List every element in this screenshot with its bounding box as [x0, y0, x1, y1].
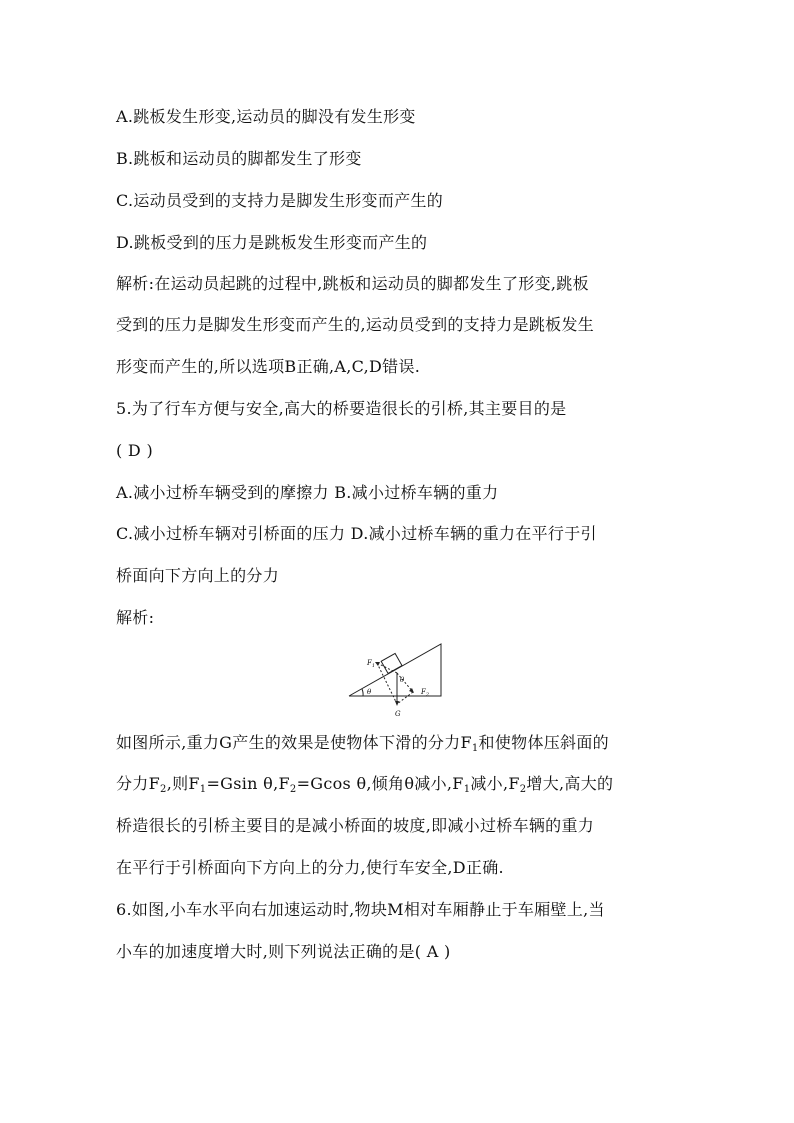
- q5-options-cd: C.减小过桥车辆对引桥面的压力 D.减小过桥车辆的重力在平行于引: [116, 524, 597, 543]
- block-angle-label: θ: [400, 676, 405, 684]
- q5-option-d-cont: 桥面向下方向上的分力: [116, 566, 280, 585]
- q5-analysis-label: 解析:: [116, 608, 155, 627]
- gravity-arrowhead: [395, 701, 399, 706]
- explanation-line-2: 分力$F_2$,则$F_1=Gsin$ $\theta,F_2=Gcos$ θ,倾角θ减小$,F_1$减小$,F_2$增大,高大的: [116, 774, 614, 795]
- question-5-stem: 5.为了行车方便与安全,高大的桥要造很长的引桥,其主要目的是: [116, 399, 567, 418]
- option-b-line: B.跳板和运动员的脚都发生了形变: [116, 149, 362, 168]
- explanation-line-4: 在平行于引桥面向下方向上的分力,使行车安全,D正确.: [116, 858, 504, 877]
- f1-label: $F_1$: [367, 659, 376, 669]
- incline-force-diagram: [345, 640, 445, 720]
- option-c-line: C.运动员受到的支持力是脚发生形变而产生的: [116, 191, 444, 210]
- question-5-answer: ( D ): [116, 441, 153, 460]
- explanation-line-1: 如图所示,重力G产生的效果是使物体下滑的分力$F_1$和使物体压斜面的: [116, 733, 609, 754]
- analysis-line-2: 受到的压力是脚发生形变而产生的,运动员受到的支持力是跳板发生: [116, 315, 595, 334]
- gravity-label: G: [395, 710, 401, 718]
- option-a-line: A.跳板发生形变,运动员的脚没有发生形变: [116, 107, 416, 126]
- f2-label: $F_2$: [421, 688, 430, 698]
- analysis-line-3: 形变而产生的,所以选项B正确,A,C,D错误.: [116, 357, 421, 376]
- question-6-stem: 6.如图,小车水平向右加速运动时,物块M相对车厢静止于车厢壁上,当: [116, 900, 605, 919]
- f1-arrowhead: [375, 662, 380, 666]
- explanation-line-3: 桥造很长的引桥主要目的是减小桥面的坡度,即减小过桥车辆的重力: [116, 816, 595, 835]
- option-d-line: D.跳板受到的压力是跳板发生形变而产生的: [116, 233, 428, 252]
- analysis-line-1: 解析:在运动员起跳的过程中,跳板和运动员的脚都发生了形变,跳板: [116, 274, 589, 293]
- question-6-answer: 小车的加速度增大时,则下列说法正确的是( A ): [116, 942, 451, 961]
- base-angle-arc: [362, 689, 363, 696]
- base-angle-label: θ: [367, 688, 372, 696]
- q5-options-ab: A.减小过桥车辆受到的摩擦力 B.减小过桥车辆的重力: [116, 483, 499, 502]
